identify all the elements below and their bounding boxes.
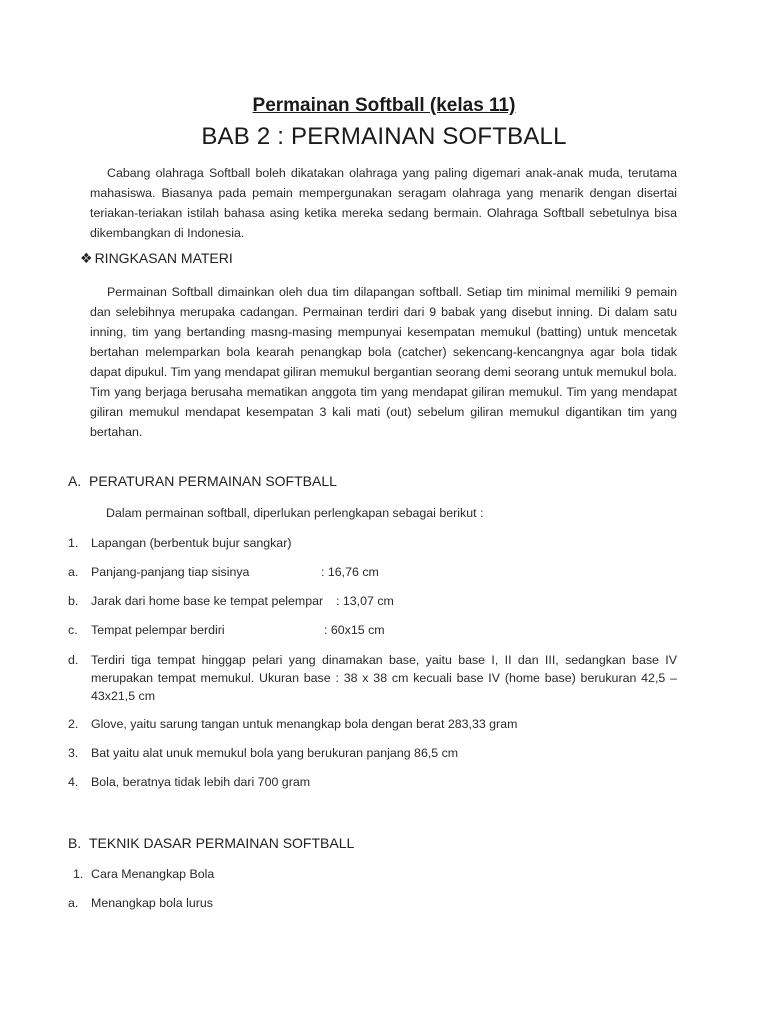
ringkasan-heading [80, 250, 233, 267]
list-item [68, 651, 677, 705]
list-item [68, 746, 458, 760]
ringkasan-paragraph-text: Permainan Softball dimainkan oleh dua tim dilapangan softball. Setiap tim minimal memiliki 9 pemain dan selebihnya merupaka cadangan. Permainan terdiri dari 9 babak yang disebut inning. Di dalam satu inning, tim yang bertanding masng-masing mempunyai kesempatan memukul (batting) untuk mencetak bertahan melemparkan bola kearah penangkap bola (catcher) sekencang-kencangnya agar bola tidak dapat dipukul. Tim yang mendapat giliran memukul bergantian seorang demi seorang untuk memukul bola. Tim yang berjaga berusaha mematikan anggota tim yang mendapat giliran memukul. Tim yang mendapat giliran memukul mendapat kesempatan 3 kali mati (out) sebelum giliran memukul digantikan tim yang bertahan. [90, 285, 677, 439]
list-item [68, 536, 291, 550]
list-item-value: : 60x15 cm [324, 623, 385, 637]
diamond-bullet-icon: ❖ [80, 250, 93, 266]
list-item [68, 594, 394, 608]
list-item [68, 896, 213, 910]
list-item [68, 775, 310, 789]
ringkasan-paragraph [90, 282, 677, 442]
list-item-value: : 16,76 cm [321, 565, 379, 579]
section-a-heading [68, 473, 337, 489]
list-item-number: 2. [68, 717, 79, 731]
section-b-letter: B. [68, 835, 82, 851]
list-item-label: Tempat pelempar berdiri [91, 623, 225, 637]
section-b-heading [68, 835, 354, 851]
list-item-number: 4. [68, 775, 79, 789]
list-item-text: Lapangan (berbentuk bujur sangkar) [91, 536, 292, 550]
list-item [68, 565, 379, 579]
list-item [68, 623, 385, 637]
list-item-number: c. [68, 623, 78, 637]
list-item-text: Menangkap bola lurus [91, 896, 213, 910]
list-item [73, 867, 214, 881]
list-item-label: Jarak dari home base ke tempat pelempar [91, 594, 324, 608]
section-a-intro: Dalam permainan softball, diperlukan perlengkapan sebagai berikut : [106, 506, 484, 520]
list-item-number: d. [68, 653, 79, 667]
section-a-heading-text: PERATURAN PERMAINAN SOFTBALL [89, 473, 337, 489]
list-item-number: 1. [68, 536, 79, 550]
list-item-text: Terdiri tiga tempat hinggap pelari yang dinamakan base, yaitu base I, II dan III, sedangkan base IV merupakan tempat memukul. Ukuran base : 38 x 38 cm kecuali base IV (home base) berukuran 42,5 – 43x21,5 cm [91, 653, 677, 703]
list-item-number: 1. [73, 867, 84, 881]
intro-paragraph-text: Cabang olahraga Softball boleh dikatakan olahraga yang paling digemari anak-anak muda, terutama mahasiswa. Biasanya pada pemain mempergunakan seragam olahraga yang menarik dengan disertai teriakan-teriakan istilah bahasa asing ketika mereka sedang bermain. Olahraga Softball sebetulnya bisa dikembangkan di Indonesia. [90, 166, 677, 240]
list-item-text: Bat yaitu alat unuk memukul bola yang berukuran panjang 86,5 cm [91, 746, 459, 760]
section-b-heading-text: TEKNIK DASAR PERMAINAN SOFTBALL [89, 835, 355, 851]
list-item-value: : 13,07 cm [336, 594, 394, 608]
document-title: Permainan Softball (kelas 11) [252, 95, 516, 116]
list-item-text: Bola, beratnya tidak lebih dari 700 gram [91, 775, 311, 789]
list-item-number: 3. [68, 746, 79, 760]
ringkasan-heading-text: RINGKASAN MATERI [94, 250, 233, 266]
chapter-heading: BAB 2 : PERMAINAN SOFTBALL [201, 123, 567, 150]
list-item-text: Glove, yaitu sarung tangan untuk menangkap bola dengan berat 283,33 gram [91, 717, 518, 731]
list-item-label: Panjang-panjang tiap sisinya [91, 565, 250, 579]
intro-paragraph [90, 163, 677, 243]
list-item-number: a. [68, 896, 79, 910]
list-item-text: Cara Menangkap Bola [91, 867, 215, 881]
list-item-number: b. [68, 594, 79, 608]
list-item [68, 717, 517, 731]
list-item-number: a. [68, 565, 79, 579]
section-a-letter: A. [68, 473, 82, 489]
